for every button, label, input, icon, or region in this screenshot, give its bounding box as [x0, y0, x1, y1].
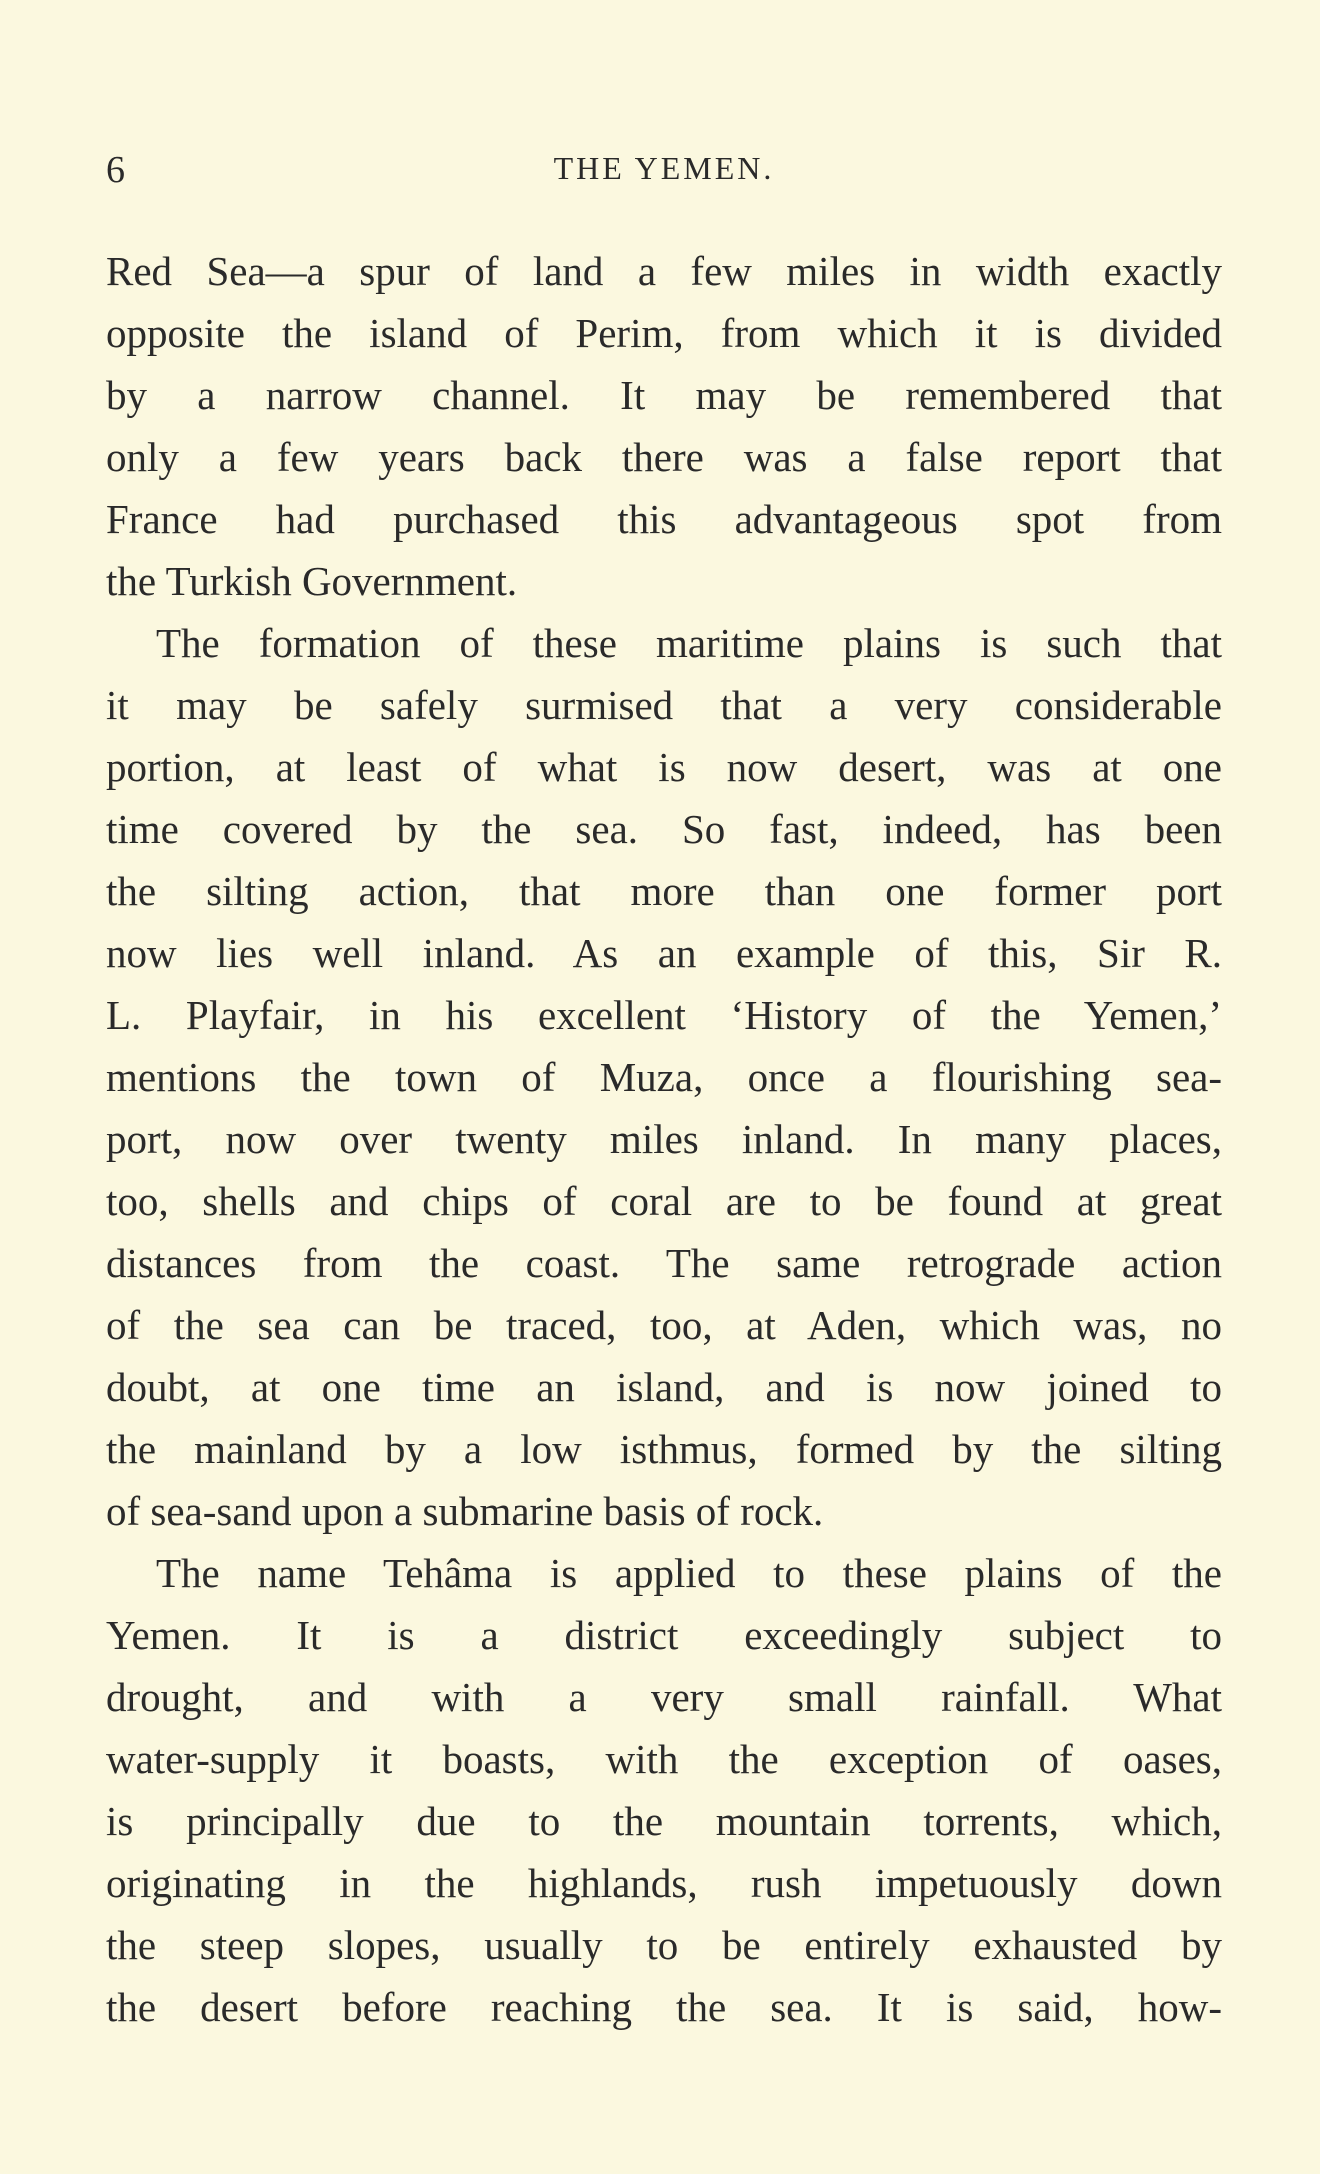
text-line: opposite the island of Perim, from which it is divided	[106, 310, 1222, 356]
text-line: it may be safely surmised that a very considerable	[106, 682, 1222, 728]
text-line: Yemen. It is a district exceedingly subject to	[106, 1612, 1222, 1658]
text-line: the silting action, that more than one former port	[106, 868, 1222, 914]
body-text	[106, 240, 1222, 2038]
text-line: now lies well inland. As an example of this, Sir R.	[106, 930, 1222, 976]
text-line: The formation of these maritime plains is such that	[156, 620, 1222, 666]
paragraph	[106, 1542, 1222, 2038]
text-line: port, now over twenty miles inland. In many places,	[106, 1116, 1222, 1162]
text-line: of the sea can be traced, too, at Aden, which was, no	[106, 1302, 1222, 1348]
text-line: Red Sea—a spur of land a few miles in width exactly	[106, 248, 1222, 294]
text-line: doubt, at one time an island, and is now joined to	[106, 1364, 1222, 1410]
paragraph	[106, 240, 1222, 612]
text-line: portion, at least of what is now desert, was at one	[106, 744, 1222, 790]
text-line: The name Tehâma is applied to these plains of the	[156, 1550, 1222, 1596]
text-line: mentions the town of Muza, once a flourishing sea-	[106, 1054, 1222, 1100]
text-line: time covered by the sea. So fast, indeed, has been	[106, 806, 1222, 852]
text-line: too, shells and chips of coral are to be found at great	[106, 1178, 1222, 1224]
running-title: THE YEMEN.	[553, 150, 775, 186]
text-line: the Turkish Government.	[106, 558, 518, 604]
text-line: drought, and with a very small rainfall. What	[106, 1674, 1222, 1720]
text-line: by a narrow channel. It may be remembered that	[106, 372, 1222, 418]
text-line: distances from the coast. The same retrograde action	[106, 1240, 1222, 1286]
text-line: the mainland by a low isthmus, formed by the silting	[106, 1426, 1222, 1472]
paragraph	[106, 612, 1222, 1542]
text-line: is principally due to the mountain torrents, which,	[106, 1798, 1222, 1844]
text-line: the desert before reaching the sea. It is said, how-	[106, 1984, 1222, 2030]
text-line: L. Playfair, in his excellent ‘History of the Yemen,’	[106, 992, 1222, 1038]
running-head	[106, 148, 1222, 192]
text-line: France had purchased this advantageous spot from	[106, 496, 1222, 542]
text-line: only a few years back there was a false report that	[106, 434, 1222, 480]
page-number: 6	[106, 149, 125, 191]
text-line: of sea-sand upon a submarine basis of rock.	[106, 1488, 824, 1534]
text-line: originating in the highlands, rush impetuously down	[106, 1860, 1222, 1906]
text-line: the steep slopes, usually to be entirely exhausted by	[106, 1922, 1222, 1968]
text-line: water-supply it boasts, with the exception of oases,	[106, 1736, 1222, 1782]
